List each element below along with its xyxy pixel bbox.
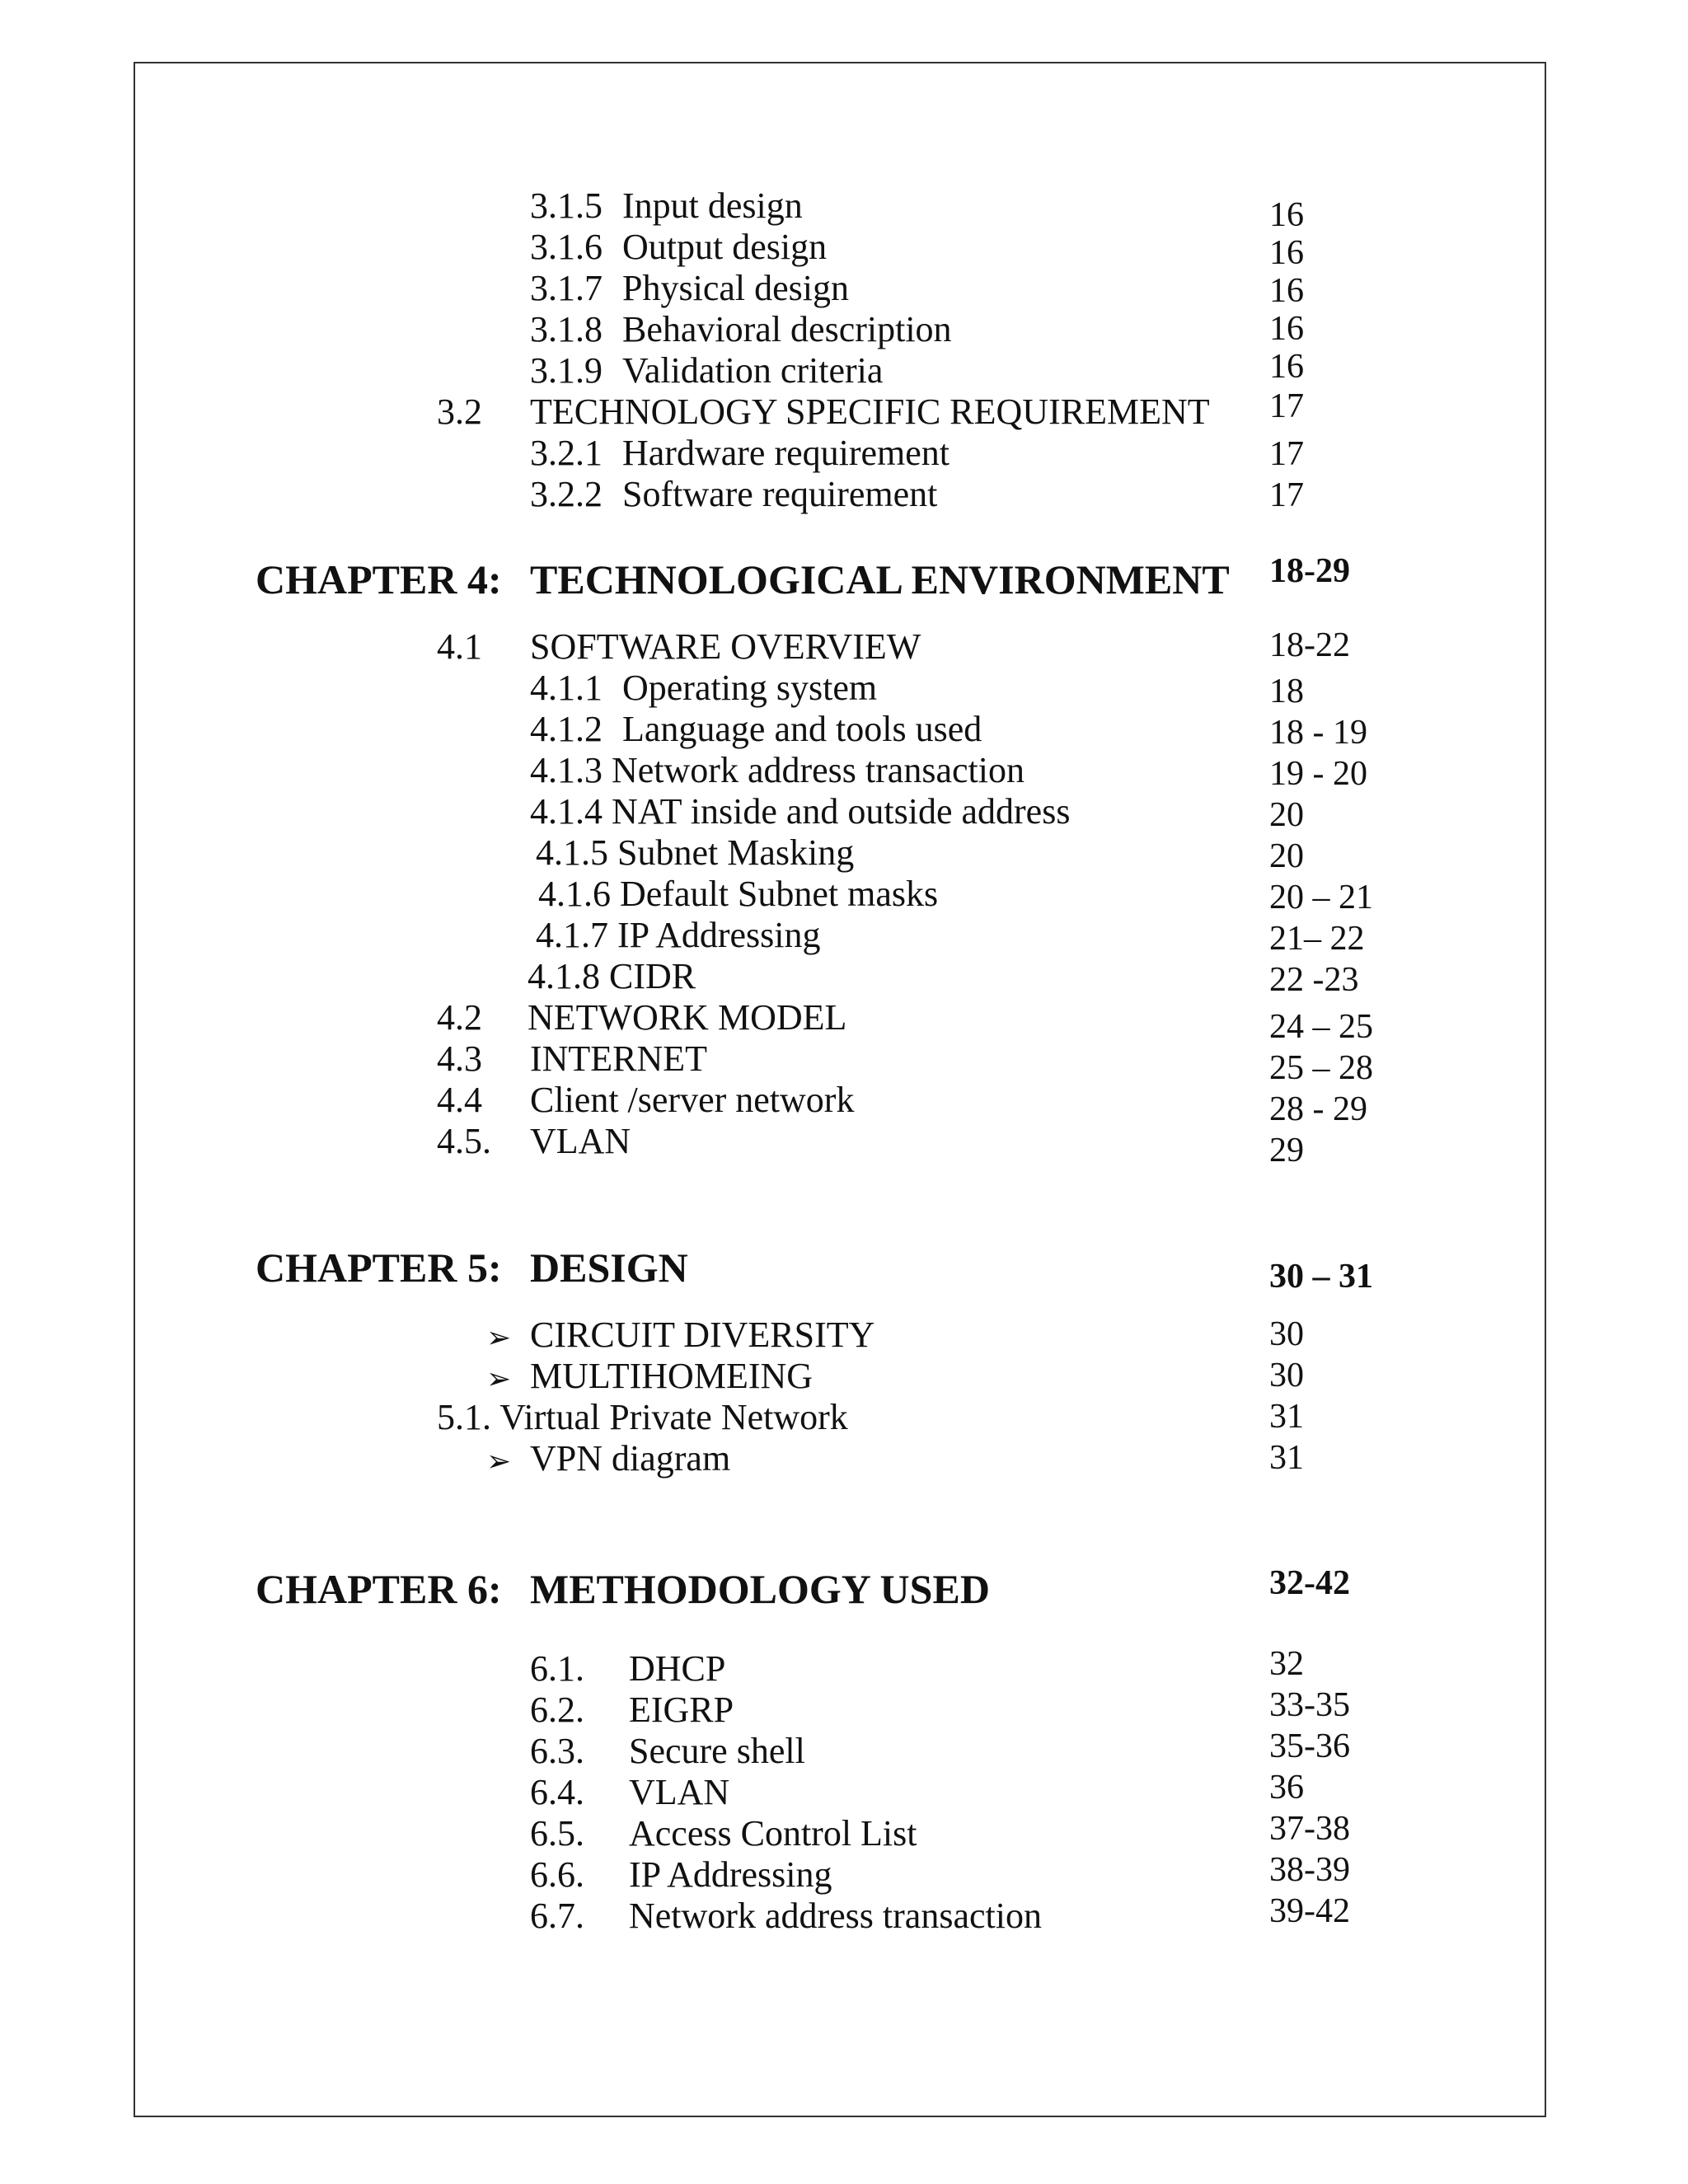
entry-title: EIGRP [629,1690,734,1730]
section-title: INTERNET [530,1038,708,1079]
entry-text: 4.1.5 Subnet Masking [536,832,855,873]
entry-title: Hardware requirement [622,433,950,473]
entry-text: VPN diagram [530,1438,731,1479]
page-number: 30 [1269,1357,1304,1394]
section-number: 4.5. [437,1121,491,1161]
chapter-title: METHODOLOGY USED [530,1566,990,1612]
page-number: 33-35 [1269,1686,1350,1724]
entry-title: DHCP [629,1648,726,1689]
entry-title: IP Addressing [629,1854,832,1895]
chapter-label: CHAPTER 6: [256,1566,502,1612]
entry-number: 3.1.5 [530,185,603,226]
entry-number: 6.5. [530,1813,584,1854]
chapter-title: TECHNOLOGICAL ENVIRONMENT [530,556,1230,602]
page-number: 21– 22 [1269,920,1365,958]
page-number: 18 - 19 [1269,714,1367,752]
section-title: TECHNOLOGY SPECIFIC REQUIREMENT [530,391,1210,432]
entry-title: Secure shell [629,1731,805,1771]
entry-number: 6.3. [530,1731,584,1771]
entry-title: Access Control List [629,1813,917,1854]
entry-title: Network address transaction [629,1896,1042,1936]
entry-number: 4.1.2 [530,709,603,749]
entry-text: MULTIHOMEING [530,1356,814,1396]
section-number: 3.2 [437,391,482,432]
page-number: 20 [1269,837,1304,875]
chapter-label: CHAPTER 5: [256,1244,502,1291]
entry-number: 6.2. [530,1690,584,1730]
entry-text: 4.1.4 NAT inside and outside address [530,791,1071,832]
entry-title: VLAN [629,1772,730,1812]
page-number: 32 [1269,1645,1304,1683]
arrow-bullet-icon: ➢ [486,1445,512,1478]
section-title: VLAN [530,1121,631,1161]
entry-text: 4.1.6 Default Subnet masks [538,874,939,914]
entry-number: 3.1.7 [530,268,603,308]
chapter-title: DESIGN [530,1244,688,1291]
arrow-bullet-icon: ➢ [486,1321,512,1354]
entry-number: 4.1.1 [530,668,603,708]
entry-number: 3.1.9 [530,350,603,391]
page-number: 35-36 [1269,1727,1350,1765]
entry-text: 4.1.3 Network address transaction [530,750,1025,790]
page-number: 17 [1269,476,1304,514]
page-number: 17 [1269,387,1304,425]
page-number: 30 [1269,1315,1304,1353]
entry-text: 4.1.8 CIDR [528,956,696,996]
page-number: 20 – 21 [1269,879,1373,916]
page-number: 16 [1269,234,1304,272]
entry-title: Behavioral description [622,309,952,349]
entry-title: Output design [622,227,828,267]
page-number: 18 [1269,673,1304,710]
page-number: 37-38 [1269,1810,1350,1848]
section-number: 4.4 [437,1080,482,1120]
page-number: 16 [1269,196,1304,234]
page-number: 25 – 28 [1269,1049,1373,1087]
section-number: 4.2 [437,997,482,1038]
entry-number: 6.1. [530,1648,584,1689]
page-number: 28 - 29 [1269,1090,1367,1128]
chapter-page-range: 32-42 [1269,1564,1350,1602]
chapter-page-range: 30 – 31 [1269,1258,1373,1296]
page-number: 16 [1269,348,1304,386]
page-number: 29 [1269,1132,1304,1169]
entry-number: 3.2.1 [530,433,603,473]
page-number: 38-39 [1269,1851,1350,1889]
entry-number: 3.1.6 [530,227,603,267]
page-number: 39-42 [1269,1892,1350,1930]
entry-number: 3.2.2 [530,474,603,514]
chapter-page-range: 18-29 [1269,552,1350,590]
arrow-bullet-icon: ➢ [486,1362,512,1395]
entry-text: 4.1.7 IP Addressing [536,915,821,955]
page-number: 16 [1269,272,1304,310]
entry-number: 6.6. [530,1854,584,1895]
entry-number: 6.4. [530,1772,584,1812]
section-number: 4.1 [437,626,482,667]
page-number: 24 – 25 [1269,1008,1373,1046]
entry-text: CIRCUIT DIVERSITY [530,1315,875,1355]
entry-title: Input design [622,185,803,226]
page-number: 20 [1269,796,1304,834]
entry-title: Language and tools used [622,709,982,749]
entry-number: 6.7. [530,1896,584,1936]
entry-number: 3.1.8 [530,309,603,349]
page-number: 31 [1269,1439,1304,1477]
page-number: 22 -23 [1269,961,1359,999]
entry-title: Physical design [622,268,849,308]
section-title: SOFTWARE OVERVIEW [530,626,921,667]
page-number: 17 [1269,435,1304,473]
page-number: 18-22 [1269,626,1350,664]
page-number: 36 [1269,1769,1304,1807]
page-number: 16 [1269,310,1304,348]
section-number: 4.3 [437,1038,482,1079]
page-number: 31 [1269,1398,1304,1436]
entry-text: 5.1. Virtual Private Network [437,1397,848,1437]
entry-title: Operating system [622,668,878,708]
section-title: Client /server network [530,1080,855,1120]
section-title: NETWORK MODEL [528,997,847,1038]
entry-title: Software requirement [622,474,938,514]
page-number: 19 - 20 [1269,755,1367,793]
entry-title: Validation criteria [622,350,884,391]
chapter-label: CHAPTER 4: [256,556,502,602]
